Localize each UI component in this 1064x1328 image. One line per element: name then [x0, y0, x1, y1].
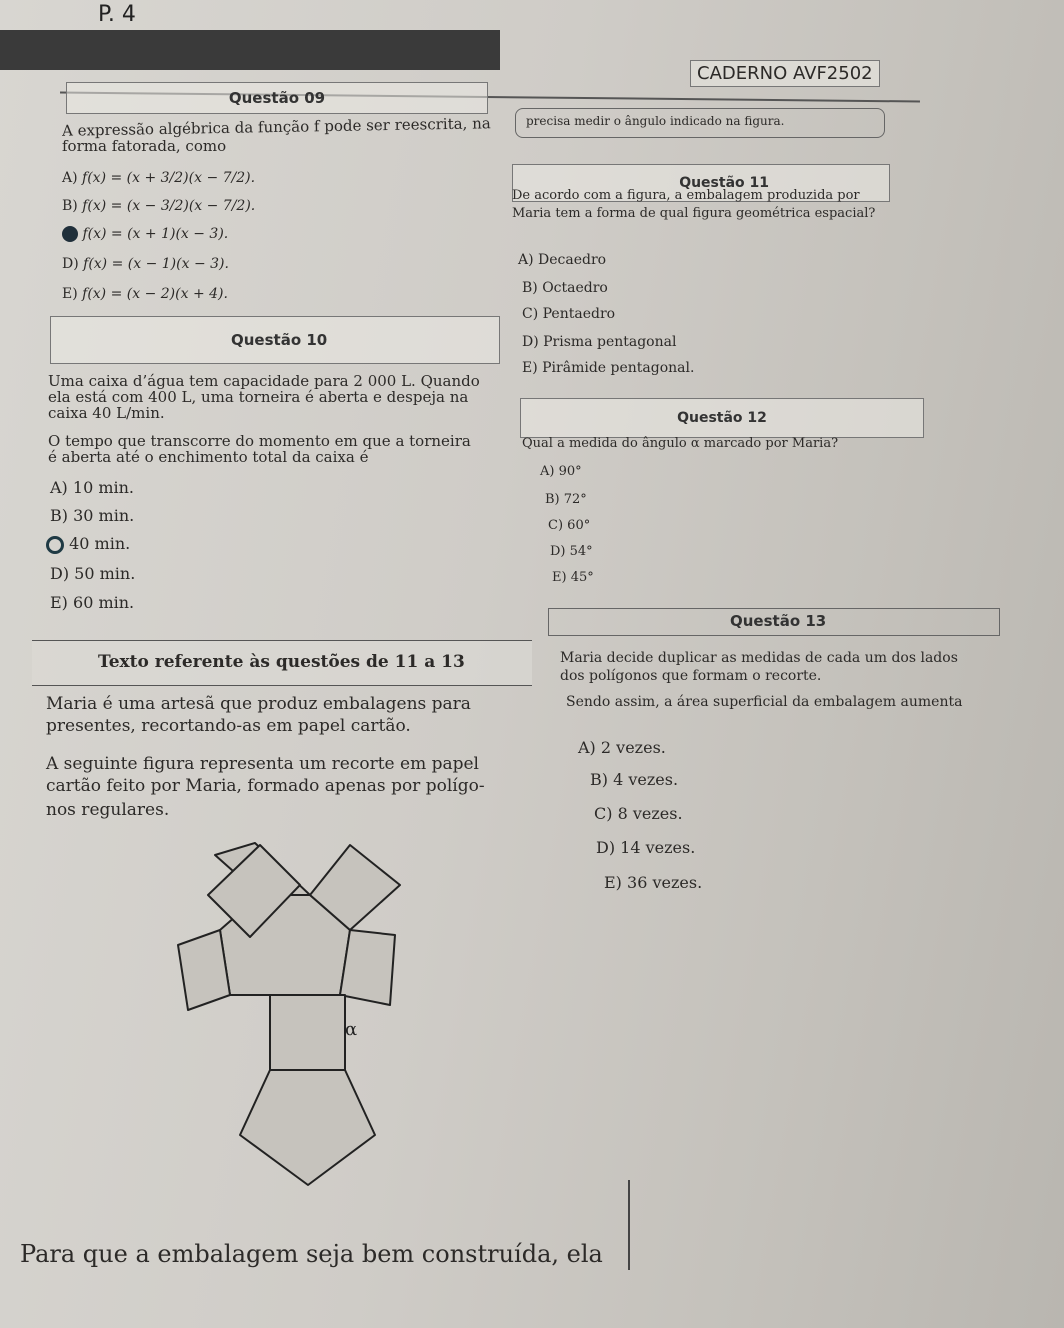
page-label: P. 4: [98, 2, 136, 27]
q13-option-b: B) 4 vezes.: [590, 770, 679, 789]
q9-stem-2: forma fatorada, como: [62, 137, 227, 155]
q9-option-a: A) f(x) = (x + 3/2)(x − 7/2).: [62, 170, 256, 186]
q13-title: Questão 13: [730, 612, 827, 630]
texto-p2-3: nos regulares.: [46, 800, 170, 820]
q11-option-a: A) Decaedro: [518, 252, 607, 268]
q10-stem-5: é aberta até o enchimento total da caixa é: [48, 448, 369, 466]
q12-option-c: C) 60°: [548, 518, 591, 533]
texto-p2-2: cartão feito por Maria, formado apenas por polígo-: [46, 776, 485, 796]
q12-title: Questão 12: [520, 398, 924, 438]
q9-title: Questão 09: [66, 82, 488, 114]
q13-stem-2: dos polígonos que formam o recorte.: [560, 668, 822, 684]
q13-option-c: C) 8 vezes.: [594, 804, 683, 823]
net-square-right: [340, 930, 395, 1005]
q8-tail-text: precisa medir o ângulo indicado na figura.: [526, 114, 785, 128]
q12-option-e: E) 45°: [552, 570, 594, 585]
answer-mark-icon: [62, 226, 78, 242]
q13-option-e: E) 36 vezes.: [604, 873, 703, 892]
alpha-label: α: [345, 1019, 358, 1040]
q9-option-d: D) f(x) = (x − 1)(x − 3).: [62, 256, 229, 272]
texto-p1-1: Maria é uma artesã que produz embalagens para: [46, 694, 471, 714]
column-divider: [628, 1180, 630, 1270]
q11-option-e: E) Pirâmide pentagonal.: [522, 360, 695, 376]
q10-stem-1: Uma caixa d’água tem capacidade para 2 000 L. Quando: [48, 372, 480, 390]
answer-mark-icon: [46, 536, 64, 554]
q10-stem-2: ela está com 400 L, uma torneira é aberta e despeja na: [48, 388, 469, 406]
q13-option-a: A) 2 vezes.: [578, 738, 666, 757]
q9-stem-1: A expressão algébrica da função f pode ser reescrita, na: [61, 114, 491, 140]
q11-title: Questão 11: [512, 164, 890, 202]
prism-net-figure: [160, 835, 440, 1195]
q10-title: Questão 10: [50, 316, 500, 364]
net-square-bottom: [270, 995, 345, 1070]
texto-p2-1: A seguinte figura representa um recorte em papel: [46, 754, 479, 774]
net-bottom-pentagon: [240, 1070, 375, 1185]
q9-option-c: f(x) = (x + 1)(x − 3).: [62, 226, 228, 242]
q11-option-d: D) Prisma pentagonal: [522, 334, 677, 350]
q11-stem-1: De acordo com a figura, a embalagem produzida por: [512, 188, 860, 203]
q10-option-a: A) 10 min.: [50, 478, 135, 497]
header-bar: [0, 30, 500, 70]
q9-option-e: E) f(x) = (x − 2)(x + 4).: [62, 286, 228, 302]
q8-tail-box: [515, 108, 885, 138]
q12-stem: Qual a medida do ângulo α marcado por Maria?: [522, 436, 839, 451]
q13-option-d: D) 14 vezes.: [596, 838, 696, 857]
q13-stem-3: Sendo assim, a área superficial da embalagem aumenta: [566, 694, 963, 710]
texto-p1-2: presentes, recortando-as em papel cartão.: [46, 716, 411, 736]
q12-option-a: A) 90°: [540, 464, 582, 479]
q10-stem-4: O tempo que transcorre do momento em que a torneira: [48, 432, 471, 450]
q10-option-e: E) 60 min.: [50, 593, 135, 612]
q10-option-c: 40 min.: [46, 534, 130, 554]
caderno-label: CADERNO AVF2502: [690, 60, 880, 87]
q12-option-b: B) 72°: [545, 492, 587, 507]
q11-stem-2: Maria tem a forma de qual figura geométrica espacial?: [512, 206, 876, 221]
q12-option-d: D) 54°: [550, 544, 593, 559]
q10-stem-3: caixa 40 L/min.: [48, 404, 165, 422]
q13-stem-1: Maria decide duplicar as medidas de cada um dos lados: [560, 650, 958, 666]
q9-option-b: B) f(x) = (x − 3/2)(x − 7/2).: [62, 198, 256, 214]
texto-title: Texto referente às questões de 11 a 13: [98, 652, 465, 672]
q11-option-b: B) Octaedro: [522, 280, 608, 296]
q10-option-b: B) 30 min.: [50, 506, 135, 525]
q11-option-c: C) Pentaedro: [522, 306, 616, 322]
q10-option-d: D) 50 min.: [50, 564, 136, 583]
closing-text: Para que a embalagem seja bem construída, ela: [20, 1240, 603, 1268]
net-square-left: [178, 930, 230, 1010]
